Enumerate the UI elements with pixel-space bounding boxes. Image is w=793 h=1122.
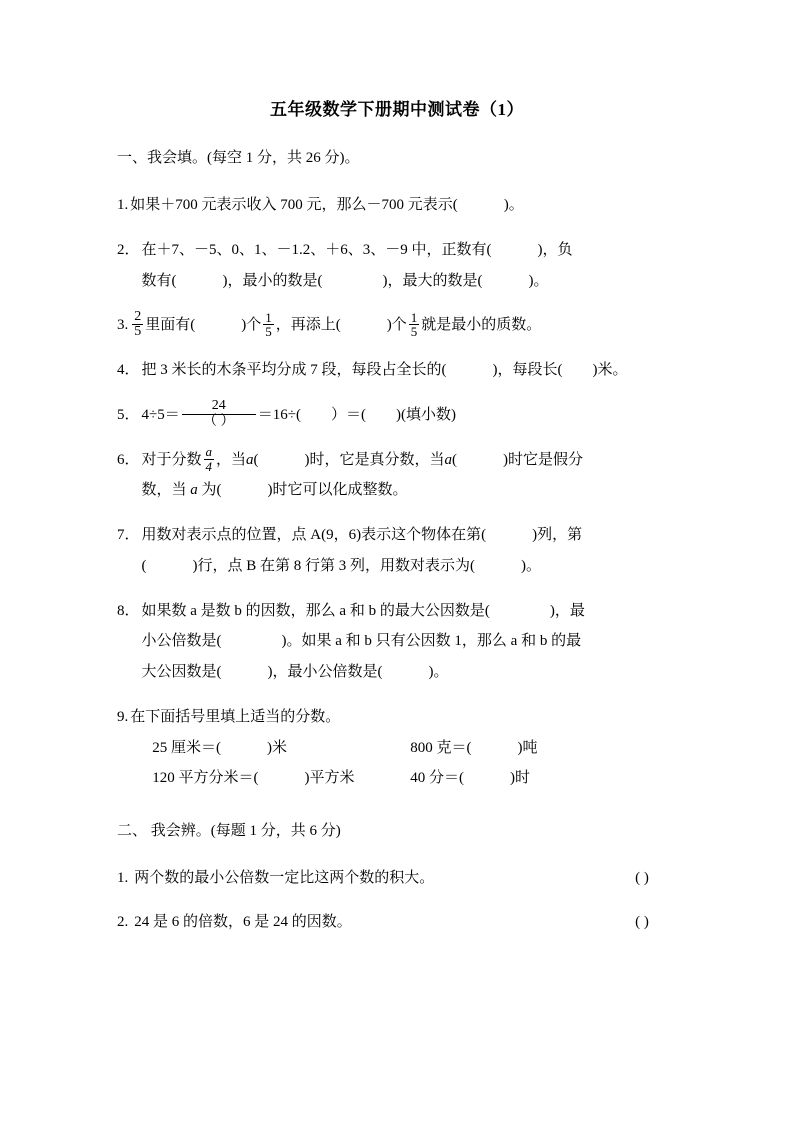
question-9-cell-3 [152,763,410,793]
fraction-numerator: 1 [410,309,418,325]
question-3-number: 3. [117,317,129,334]
truefalse-1-text: 两个数的最小公倍数一定比这两个数的积大。 [134,869,435,886]
question-9-text-b: 25 厘米＝( [152,739,221,756]
fraction-one-fifth-a [263,311,274,339]
fraction-denominator: 4 [205,458,213,474]
question-8-number: 8． [117,602,140,619]
question-9-row-1 [130,733,677,763]
question-7-text-c: ( [141,557,147,574]
question-7-text-b: )列，第 [532,527,583,543]
question-6-body [142,445,677,507]
fraction-denominator[interactable]: （ ） [203,413,235,429]
question-2-text-a: 在＋7、－5、0、1、－1.2、＋6、3、－9 中，正数有( [141,241,492,258]
question-7-text-d: )行，点 B 在第 8 行第 3 列，用数对表示为( [192,557,476,574]
fraction-one-fifth-b [409,311,420,339]
question-2-line-2 [142,266,677,297]
fraction-denominator: 5 [134,324,142,340]
question-2-number: 2． [117,241,140,258]
question-5-text-c: ）＝( [330,406,366,423]
fraction-two-fifths [132,310,143,340]
question-4-number: 4． [117,362,140,378]
question-7-number: 7． [117,527,140,543]
question-2-text-c: 数有( [141,272,177,289]
question-6-line-2 [142,475,677,506]
question-9 [117,702,677,793]
question-5-number: 5． [117,406,140,423]
fraction-numerator: 24 [182,399,256,415]
question-7-text-e: )。 [521,557,542,574]
question-4-text-a: 把 3 米长的木条平均分成 7 段，每段占全长的( [141,362,447,378]
question-8-text-b: )，最 [549,602,585,619]
question-1-body [130,190,677,221]
question-2-text-d: )，最小的数是( [222,272,323,289]
question-3-body [130,310,677,341]
question-9-text-a: 在下面括号里填上适当的分数。 [130,708,341,725]
question-4-text-b: )，每段长( [492,362,563,378]
question-6-variable-a1: a [246,451,254,468]
question-6-text-f: )时它是假分 [503,451,584,468]
question-3-text-e: 就是最小的质数。 [421,317,542,334]
question-8-text-d: )。如果 a 和 b 只有公因数 1，那么 a 和 b 的最 [281,633,582,650]
question-3-text-a: 里面有( [145,317,196,334]
question-9-text-i: )时 [510,769,530,786]
question-7-body [142,520,677,582]
question-7-line-2 [142,551,677,582]
question-9-text-c: )米 [267,739,287,756]
question-6-text-e: ( [452,451,458,468]
question-9-row-2 [130,763,677,793]
question-6-variable-a3: a [190,482,198,499]
question-8-line-2 [142,626,677,657]
question-6-text-b: ，当 [216,451,247,468]
fraction-numerator: 1 [265,309,272,325]
question-5-body [142,400,677,431]
question-2-body [142,235,677,297]
fraction-numerator: 2 [134,308,142,324]
truefalse-1-answer-box[interactable]: ( ) [635,869,649,886]
fraction-a-over-4 [204,445,215,473]
question-9-text-d: 800 克＝( [410,739,472,756]
question-9-cell-4 [410,763,677,793]
question-3-text-b: )个 [241,317,262,334]
question-1-number: 1. [117,197,129,213]
truefalse-2-text: 24 是 6 的倍数，6 是 24 的因数。 [134,914,352,931]
question-6-number: 6． [117,451,140,468]
question-8-line-3 [142,657,677,688]
question-9-text-g: )平方米 [304,769,355,786]
question-8-text-g: )。 [428,664,449,680]
truefalse-2-number: 2. [117,914,129,931]
fraction-numerator: a [205,443,213,459]
question-2-text-e: )，最大的数是( [382,272,483,289]
question-8-body [142,596,677,688]
question-6-text-d: )时，它是真分数，当 [304,451,445,468]
question-9-text-h: 40 分＝( [410,769,464,786]
question-4-text-c: )米。 [592,362,628,378]
question-9-cell-1 [152,733,410,763]
question-8-text-f: )，最小公倍数是( [267,664,383,680]
truefalse-2 [117,907,677,938]
question-6-text-h: 为( [201,482,222,499]
question-8 [117,596,677,688]
question-9-text-e: )吨 [517,739,538,756]
question-7-text-a: 用数对表示点的位置，点 A(9，6)表示这个物体在第( [141,527,487,543]
question-9-body [130,702,677,793]
truefalse-2-answer-box[interactable]: ( ) [635,914,649,931]
truefalse-1-number: 1. [117,869,129,886]
question-9-cell-2 [410,733,677,763]
fraction-24-over-blank [182,399,256,429]
question-6-text-g: 数，当 [141,482,187,499]
question-6-text-a: 对于分数 [141,451,202,468]
question-4-body [142,355,677,386]
question-5-text-b: ＝16÷( [257,406,301,423]
question-5 [117,400,677,431]
truefalse-1 [117,863,677,894]
question-1-text-a: 如果＋700 元表示收入 700 元，那么－700 元表示( [130,197,458,213]
question-9-text-f: 120 平方分米＝( [152,769,259,786]
question-2 [117,235,677,297]
page-content [117,95,677,952]
section-heading-fill-in: 一、我会填。(每空 1 分，共 26 分)。 [117,150,360,166]
question-6-variable-a2: a [444,451,453,468]
question-8-text-a: 如果数 a 是数 b 的因数，那么 a 和 b 的最大公因数是( [141,602,490,619]
section-heading-true-false: 二、 我会辨。(每题 1 分，共 6 分) [117,822,341,839]
question-3-text-d: )个 [386,317,407,334]
question-2-text-b: )，负 [537,241,573,258]
question-6-text-c: ( [253,451,259,468]
question-1-text-b: )。 [503,197,524,213]
question-6-text-i: )时它可以化成整数。 [267,482,408,499]
question-9-number: 9. [117,708,129,725]
question-5-text-a: 4÷5＝ [141,406,180,423]
question-4 [117,355,677,386]
question-2-text-f: )。 [528,272,549,289]
fraction-denominator: 5 [265,324,272,340]
question-7 [117,520,677,582]
question-3 [117,310,677,341]
question-8-text-e: 大公因数是( [141,664,222,680]
question-1 [117,190,677,221]
question-8-text-c: 小公倍数是( [141,633,222,650]
fraction-denominator: 5 [410,324,418,340]
question-3-text-c: ，再添上( [275,317,341,334]
page-title: 五年级数学下册期中测试卷（1） [270,100,524,119]
question-6 [117,445,677,507]
question-5-text-d: )(填小数) [395,406,456,423]
